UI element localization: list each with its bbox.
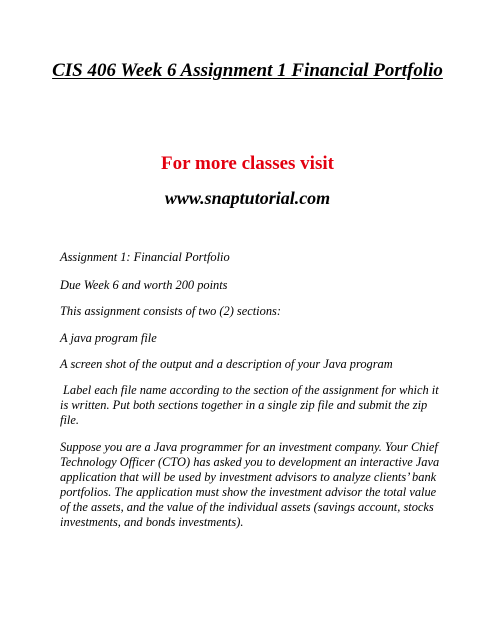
promo-line: For more classes visit: [161, 153, 334, 174]
due-date-line: Due Week 6 and worth 200 points: [60, 278, 228, 292]
sections-intro: This assignment consists of two (2) sections:: [60, 304, 281, 318]
document-title: CIS 406 Week 6 Assignment 1 Financial Portfolio: [52, 60, 443, 81]
submission-instructions: Label each file name according to the section of the assignment for which it is written. Put both sections together in a single zip file and submit the zip file.: [60, 383, 439, 427]
section-screenshot: A screen shot of the output and a description of your Java program: [60, 357, 393, 371]
website-url: www.snaptutorial.com: [164, 188, 331, 208]
scenario-paragraph: Suppose you are a Java programmer for an investment company. Your Chief Technology Officer (CTO) has asked you to development an interactive Java application that will be used by investment advisors to analyze clients’ bank portfolios. The application must show the investment advisor the total value of the assets, and the value of the individual assets (savings account, stocks investments, and bonds investments).: [60, 440, 440, 529]
section-java-file: A java program file: [60, 331, 157, 345]
assignment-heading: Assignment 1: Financial Portfolio: [60, 250, 230, 264]
